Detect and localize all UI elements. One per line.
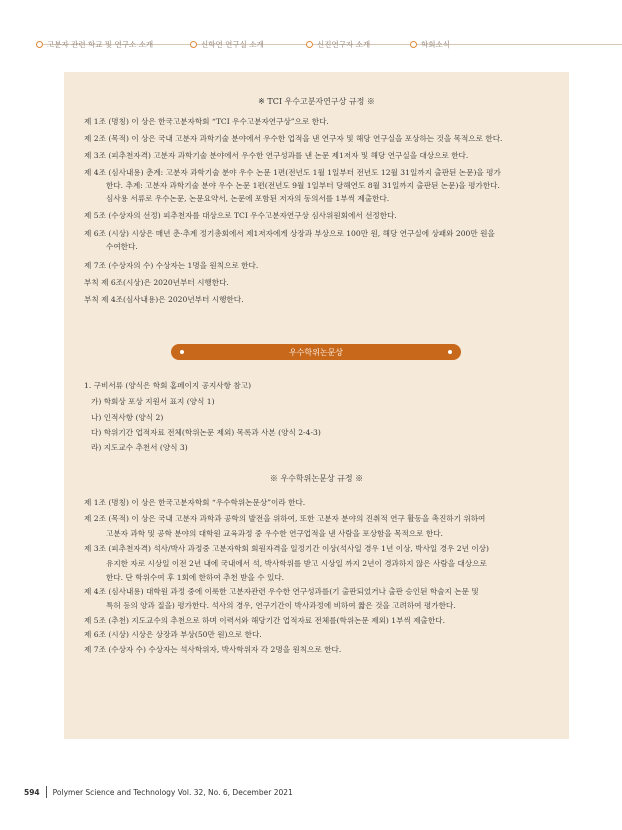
tci-addendum: 부칙 제 4조(심사내용)은 2020년부터 시행한다. bbox=[84, 295, 244, 304]
nav-item-label: 고분자 관련 학교 및 연구소 소개 bbox=[47, 39, 154, 49]
journal-citation: Polymer Science and Technology Vol. 32, No. 6, December 2021 bbox=[52, 787, 293, 797]
documents-heading: 1. 구비서류 (양식은 학회 홈페이지 공지사항 참고) bbox=[84, 381, 252, 390]
thesis-article-cont: 한다. 단 학위수여 후 1회에 한하여 추천 받을 수 있다. bbox=[106, 573, 285, 582]
thesis-article: 제 6조 (시상) 시상은 상장과 부상(50만 원)으로 한다. bbox=[84, 630, 262, 639]
tci-article: 제 1조 (명칭) 이 상은 한국고분자학회 “TCI 우수고분자연구상”으로 한다. bbox=[84, 117, 329, 126]
thesis-award-banner bbox=[171, 344, 461, 360]
thesis-article-cont: 특허 등의 양과 질을) 평가한다. 석사의 경우, 연구기간이 박사과정에 비하여 짧은 것을 고려하여 평가한다. bbox=[106, 601, 456, 610]
page-number: 594 bbox=[24, 787, 40, 797]
thesis-section-title: ※ 우수학위논문상 규정 ※ bbox=[269, 474, 364, 483]
nav-item-label: 신진연구자 소개 bbox=[317, 39, 371, 49]
thesis-article-cont: 유지한 자로 시상일 이전 2년 내에 국내에서 석, 박사학위를 받고 시상일 까지 2년이 경과하지 않은 사람을 대상으로 bbox=[106, 559, 487, 568]
tci-section-title: ※ TCI 우수고분자연구상 규정 ※ bbox=[258, 97, 375, 106]
nav-item-institutes[interactable] bbox=[36, 37, 153, 51]
nav-item-label: 학회소식 bbox=[421, 39, 450, 49]
page-footer bbox=[24, 786, 293, 798]
document-item: 나) 인적사항 (양식 2) bbox=[91, 413, 164, 422]
nav-item-society-news[interactable] bbox=[410, 37, 450, 51]
content-panel bbox=[64, 72, 569, 739]
tci-article: 제 4조 (심사내용) 춘계: 고분자 과학기술 분야 우수 논문 1편(전년도 1월 1일부터 전년도 12월 31일까지 출판된 논문)을 평가 bbox=[84, 168, 501, 177]
thesis-article: 제 7조 (수상자 수) 수상자는 석사학위자, 박사학위자 각 2명을 원칙으로 한다. bbox=[84, 645, 342, 654]
banner-title: 우수학위논문상 bbox=[288, 347, 344, 357]
thesis-article: 제 4조 (심사내용) 대학원 과정 중에 이룩한 고분자관련 우수한 연구성과를(기 출판되었거나 출판 승인된 학술지 논문 및 bbox=[84, 587, 479, 596]
document-item: 다) 학위기간 업적자료 전체(학위논문 제외) 목록과 사본 (양식 2-4-3) bbox=[91, 428, 321, 437]
tci-article-cont: 한다. 추계: 고분자 과학기술 분야 우수 논문 1편(전년도 9월 1일부터 당해연도 8월 31일까지 출판된 논문)을 평가한다. bbox=[106, 181, 500, 190]
tci-article: 제 5조 (수상자의 선정) 피추천자를 대상으로 TCI 우수고분자연구상 심사위원회에서 선정한다. bbox=[84, 211, 397, 220]
document-item: 라) 지도교수 추천서 (양식 3) bbox=[91, 443, 188, 452]
tci-article-cont: 수여한다. bbox=[106, 242, 138, 251]
top-navigation bbox=[0, 0, 622, 56]
tci-article: 제 3조 (피추천자격) 고분자 과학기술 분야에서 우수한 연구성과를 낸 논문 제1저자 및 해당 연구실을 대상으로 한다. bbox=[84, 151, 469, 160]
circle-bullet-icon bbox=[306, 41, 313, 48]
dot-icon bbox=[448, 350, 452, 354]
dot-icon bbox=[180, 350, 184, 354]
document-item: 가) 학회상 포상 지원서 표지 (양식 1) bbox=[91, 397, 215, 406]
circle-bullet-icon bbox=[410, 41, 417, 48]
footer-divider bbox=[46, 786, 47, 798]
tci-article: 제 2조 (목적) 이 상은 국내 고분자 과학기술 분야에서 우수한 업적을 낸 연구자 및 해당 연구실을 포상하는 것을 목적으로 한다. bbox=[84, 134, 503, 143]
tci-addendum: 부칙 제 6조(시상)은 2020년부터 시행한다. bbox=[84, 278, 229, 287]
thesis-article: 제 5조 (추천) 지도교수의 추천으로 하며 이력서와 해당기간 업적자료 전체를(학위논문 제외) 1부씩 제출한다. bbox=[84, 616, 445, 625]
thesis-article: 제 3조 (피추천자격) 석사/박사 과정중 고분자학회 회원자격을 일정기간 이상(석사일 경우 1년 이상, 박사일 경우 2년 이상) bbox=[84, 544, 489, 553]
tci-article-cont: 심사용 서류로 우수논문, 논문요약서, 논문에 포함된 저자의 동의서를 1부씩 제출한다. bbox=[106, 194, 390, 203]
circle-bullet-icon bbox=[36, 41, 43, 48]
nav-item-label: 신학연 연구실 소개 bbox=[201, 39, 264, 49]
tci-article: 제 6조 (시상) 시상은 매년 춘·추계 정기총회에서 제1저자에게 상장과 부상으로 100만 원, 해당 연구실에 상패와 200만 원을 bbox=[84, 229, 495, 238]
thesis-article: 제 2조 (목적) 이 상은 국내 고분자 과학과 공학의 발전을 위하여, 또한 고분자 분야의 진취적 연구 활동을 촉진하기 위하여 bbox=[84, 514, 486, 523]
circle-bullet-icon bbox=[190, 41, 197, 48]
nav-item-new-labs[interactable] bbox=[190, 37, 264, 51]
nav-item-researchers[interactable] bbox=[306, 37, 370, 51]
tci-article: 제 7조 (수상자의 수) 수상자는 1명을 원칙으로 한다. bbox=[84, 261, 259, 270]
thesis-article: 제 1조 (명칭) 이 상은 한국고분자학회 “우수학위논문상”이라 한다. bbox=[84, 498, 306, 507]
thesis-article-cont: 고분자 과학 및 공학 분야의 대학원 교육과정 중 우수한 연구업적을 낸 사람을 포상함을 목적으로 한다. bbox=[106, 529, 443, 538]
